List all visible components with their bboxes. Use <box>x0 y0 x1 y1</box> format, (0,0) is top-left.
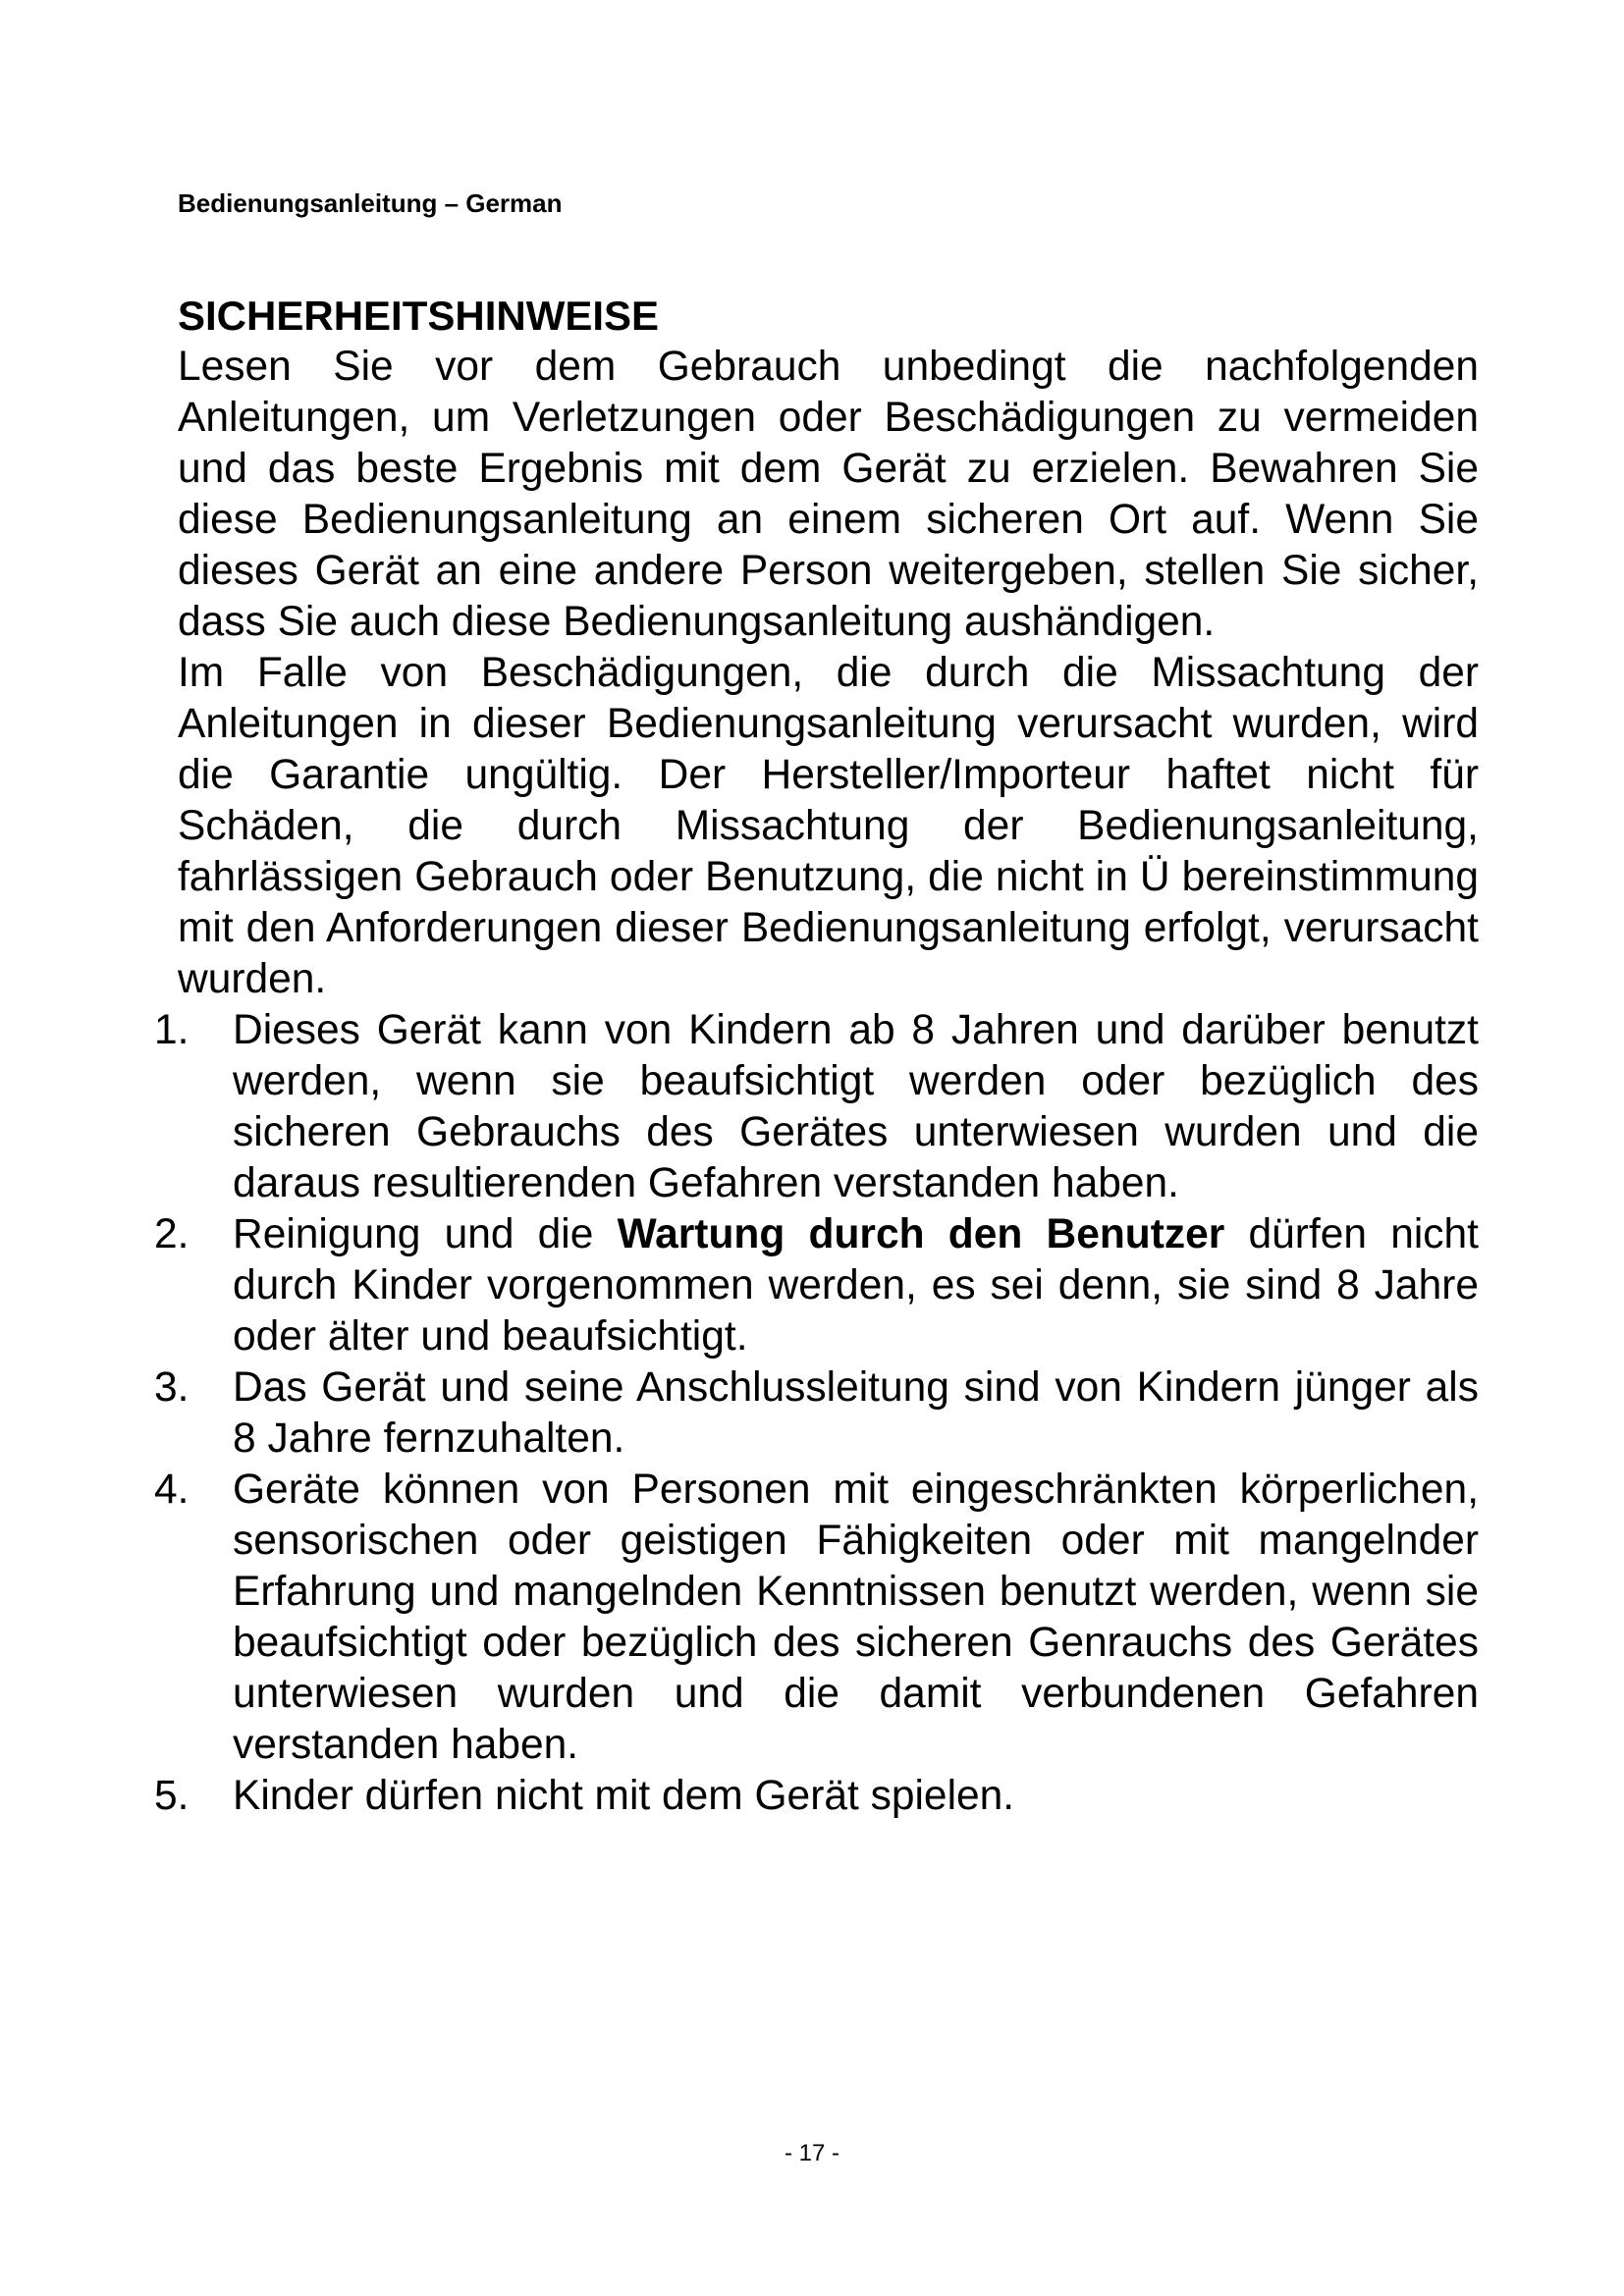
list-item <box>154 1771 1479 1822</box>
list-item-text: Geräte können von Personen mit eingeschränkten körperlichen, sensorischen oder geistigen Fähigkeiten oder mit mangelnder Erfahrung und mangelnden Kenntnissen benutzt werden, wenn sie beaufsichtigt oder bezüglich des sicheren Genrauchs des Gerätes unterwiesen wurden und die damit verbundenen Gefahren verstanden haben. <box>233 1467 1479 1768</box>
list-item-number: 5. <box>154 1773 189 1819</box>
section-title: SICHERHEITSHINWEISE <box>178 293 660 339</box>
list-item-text: Dieses Gerät kann von Kindern ab 8 Jahren und darüber benutzt werden, wenn sie beaufsichtigt werden oder bezüglich des sicheren Gebrauchs des Gerätes unterwiesen wurden und die daraus resultierenden Gefahren verstanden haben. <box>233 1007 1479 1206</box>
safety-list <box>154 1005 1479 1822</box>
page-number: - 17 - <box>784 2140 839 2166</box>
list-item-text-before: Reinigung und die <box>233 1211 618 1257</box>
document-header: Bedienungsanleitung – German <box>178 188 563 218</box>
list-item-text-bold: Wartung durch den Benutzer <box>617 1211 1225 1257</box>
list-item-text: Das Gerät und seine Anschlussleitung sind von Kindern jünger als 8 Jahre fernzuhalten. <box>233 1364 1479 1462</box>
list-item <box>154 1362 1479 1465</box>
list-item-number: 4. <box>154 1467 189 1513</box>
warranty-paragraph: Im Falle von Beschädigungen, die durch die Missachtung der Anleitungen in dieser Bedienungsanleitung verursacht wurden, wird die Garantie ungültig. Der Hersteller/Importeur haftet nicht für Schäden, die durch Missachtung der Bedienungsanleitung, fahrlässigen Gebrauch oder Benutzung, die nicht in Ü bereinstimmung mit den Anforderungen dieser Bedienungsanleitung erfolgt, verursacht wurden. <box>178 650 1479 1002</box>
list-item <box>154 1209 1479 1362</box>
list-item-text-after: dürfen nicht durch Kinder vorgenommen werden, es sei denn, sie sind 8 Jahre oder älter und beaufsichtigt. <box>233 1211 1479 1360</box>
list-item-number: 3. <box>154 1364 189 1411</box>
list-item <box>154 1465 1479 1771</box>
list-item <box>154 1005 1479 1209</box>
safety-section <box>154 291 1479 1822</box>
list-item-text: Kinder dürfen nicht mit dem Gerät spielen. <box>233 1773 1015 1819</box>
list-item-number: 1. <box>154 1007 189 1053</box>
list-item-number: 2. <box>154 1211 189 1257</box>
intro-paragraph: Lesen Sie vor dem Gebrauch unbedingt die nachfolgenden Anleitungen, um Verletzungen oder Beschädigungen zu vermeiden und das beste Ergebnis mit dem Gerät zu erzielen. Bewahren Sie diese Bedienungsanleitung an einem sicheren Ort auf. Wenn Sie dieses Gerät an eine andere Person weitergeben, stellen Sie sicher, dass Sie auch diese Bedienungsanleitung aushändigen. <box>178 344 1479 645</box>
